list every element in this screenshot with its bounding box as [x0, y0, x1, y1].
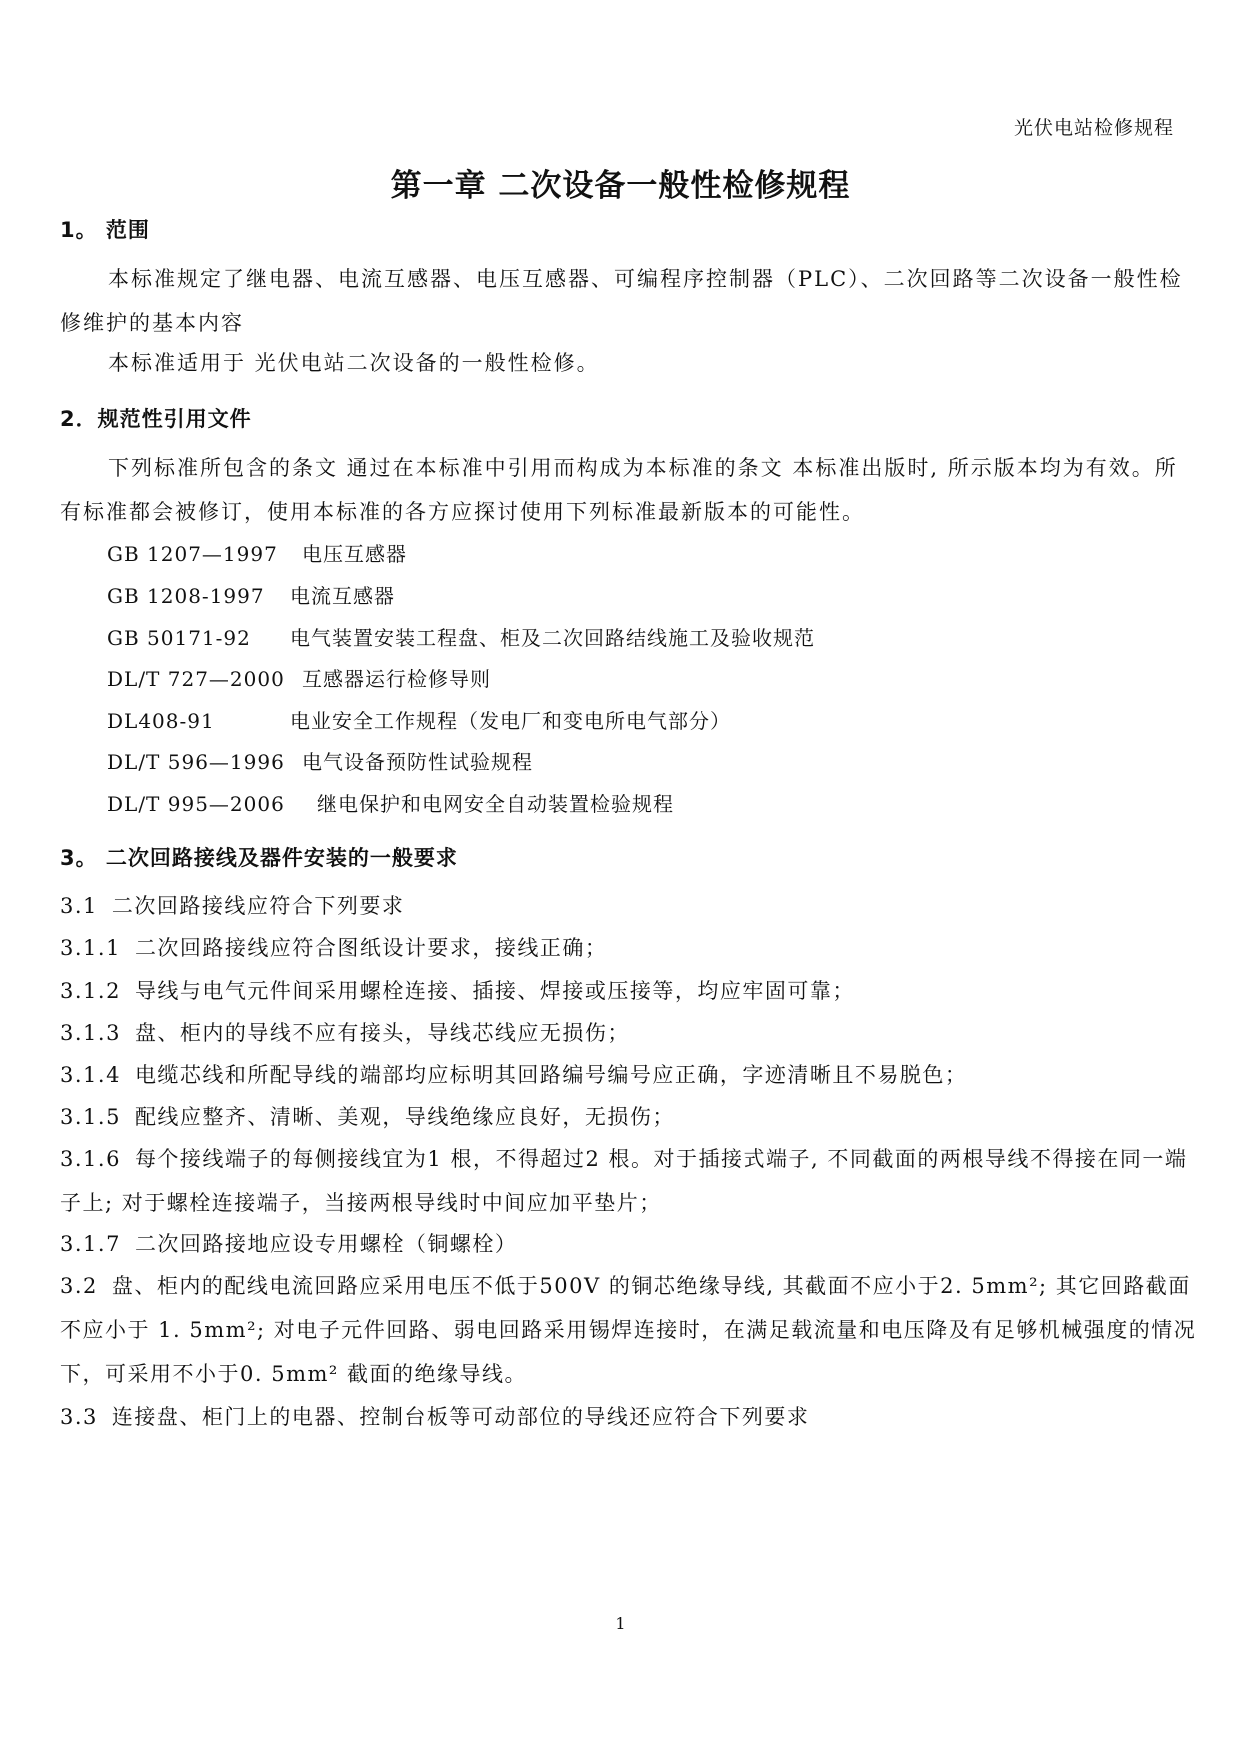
clause-text: 盘、柜内的导线不应有接头，导线芯线应无损伤；: [134, 1021, 630, 1045]
clause-item: [60, 1264, 1200, 1396]
running-header: 光伏电站检修规程: [1013, 117, 1174, 139]
clause-item: [60, 1137, 1200, 1225]
clause-item: [60, 1395, 1200, 1439]
clause-text: 连接盘、柜门上的电器、控制台板等可动部位的导线还应符合下列要求: [111, 1405, 810, 1429]
clause-item: [60, 884, 1200, 928]
reference-item: [107, 538, 407, 567]
clause-number: 3.2: [60, 1274, 98, 1298]
reference-code: DL/T 596—1996: [107, 750, 285, 774]
reference-code: DL408-91: [107, 709, 215, 733]
reference-title: 电流互感器: [290, 584, 395, 608]
clause-item: [60, 1053, 1200, 1097]
clause-text: 二次回路接线应符合下列要求: [111, 894, 405, 918]
clause-number: 3.1.2: [60, 979, 121, 1003]
scope-paragraph: 本标准规定了继电器、电流互感器、电压互感器、可编程序控制器（PLC）、二次回路等二次设备一般性检修维护的基本内容: [60, 267, 1183, 335]
reference-item: [107, 705, 731, 734]
section-heading-wiring: 3。 二次回路接线及器件安装的一般要求: [60, 846, 458, 870]
clause-text: 盘、柜内的配线电流回路应采用电压不低于500V 的铜芯绝缘导线, 其截面不应小于2. 5mm²; 其它回路截面不应小于 1. 5mm²; 对电子元件回路、弱电回路采用锡焊连接时，在满足载流量和电压降及有足够机械强度的情况下，可采用不小于0. 5mm² 截面的绝缘导线。: [60, 1274, 1197, 1386]
reference-item: [107, 622, 815, 651]
clause-item: [60, 969, 1200, 1013]
reference-title: 电气装置安装工程盘、柜及二次回路结线施工及验收规范: [290, 626, 815, 650]
applicability-paragraph: 本标准适用于 光伏电站二次设备的一般性检修。: [108, 351, 600, 375]
clause-number: 3.1.1: [60, 936, 121, 960]
clause-number: 3.1.5: [60, 1105, 121, 1129]
reference-title: 互感器运行检修导则: [302, 667, 491, 691]
clause-text: 电缆芯线和所配导线的端部均应标明其回路编号编号应正确，字迹清晰且不易脱色；: [134, 1063, 968, 1087]
reference-code: DL/T 995—2006: [107, 792, 285, 816]
clause-text: 导线与电气元件间采用螺栓连接、插接、焊接或压接等，均应牢固可靠；: [134, 979, 855, 1003]
clause-number: 3.1.4: [60, 1063, 121, 1087]
reference-code: DL/T 727—2000: [107, 667, 285, 691]
clause-number: 3.1: [60, 894, 98, 918]
clause-item: [60, 1095, 1200, 1139]
reference-title: 继电保护和电网安全自动装置检验规程: [317, 792, 674, 816]
chapter-title: 第一章 二次设备一般性检修规程: [390, 168, 851, 204]
clause-number: 3.3: [60, 1405, 98, 1429]
reference-title: 电气设备预防性试验规程: [302, 750, 533, 774]
clause-text: 配线应整齐、清晰、美观，导线绝缘应良好，无损伤；: [134, 1105, 675, 1129]
reference-code: GB 1207—1997: [107, 542, 278, 566]
clause-item: [60, 1011, 1200, 1055]
reference-item: [107, 663, 491, 692]
reference-item: [107, 746, 533, 775]
clause-text: 每个接线端子的每侧接线宜为1 根，不得超过2 根。对于插接式端子, 不同截面的两根导线不得接在同一端子上; 对于螺栓连接端子，当接两根导线时中间应加平垫片；: [60, 1147, 1188, 1215]
reference-item: [107, 580, 395, 609]
clause-item: [60, 926, 1200, 970]
reference-code: GB 50171-92: [107, 626, 251, 650]
reference-code: GB 1208-1997: [107, 584, 265, 608]
clause-item: [60, 1222, 1200, 1266]
clause-text: 二次回路接线应符合图纸设计要求，接线正确；: [134, 936, 608, 960]
section-heading-scope: 1。 范围: [60, 218, 150, 242]
reference-title: 电业安全工作规程（发电厂和变电所电气部分）: [290, 709, 731, 733]
clause-number: 3.1.7: [60, 1232, 121, 1256]
section-heading-references: 2．规范性引用文件: [60, 407, 252, 431]
clause-number: 3.1.3: [60, 1021, 121, 1045]
references-paragraph: 下列标准所包含的条文 通过在本标准中引用而构成为本标准的条文 本标准出版时, 所示版本均为有效。所有标准都会被修订，使用本标准的各方应探讨使用下列标准最新版本的可能性。: [60, 456, 1178, 524]
reference-title: 电压互感器: [302, 542, 407, 566]
clause-number: 3.1.6: [60, 1147, 121, 1171]
page-number: 1: [615, 1614, 626, 1633]
reference-item: [107, 788, 674, 817]
clause-text: 二次回路接地应设专用螺栓（铜螺栓）: [134, 1232, 518, 1256]
